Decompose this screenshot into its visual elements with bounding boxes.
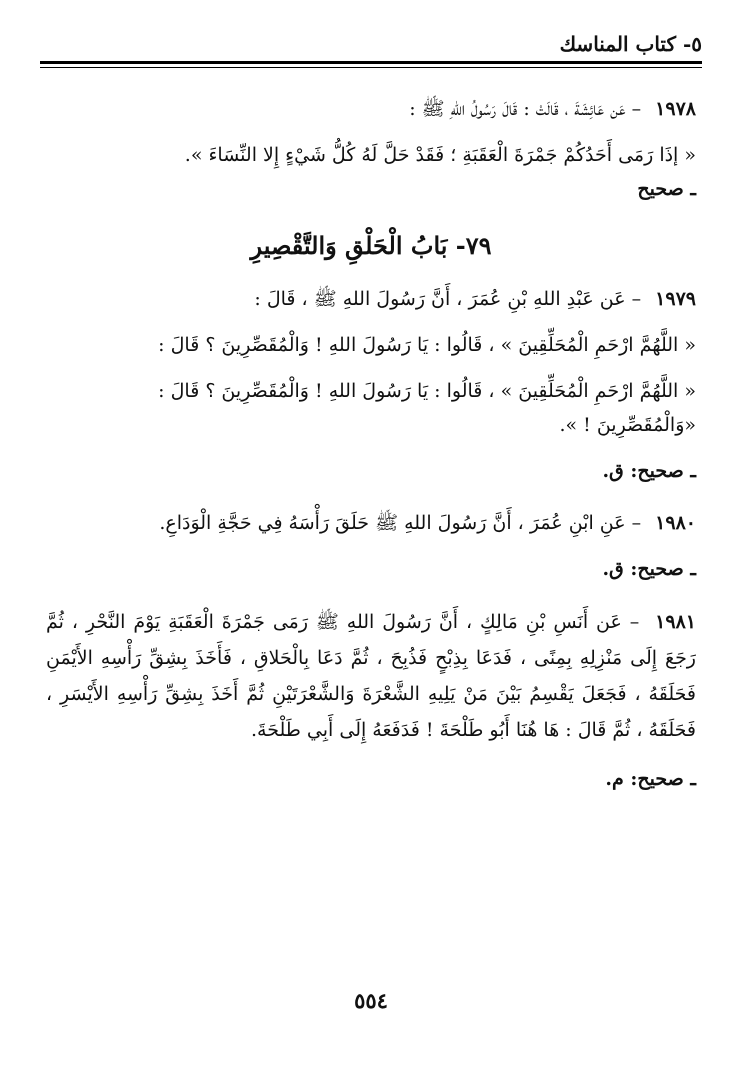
- header-rule-thin: [40, 67, 702, 68]
- running-header: [40, 18, 702, 60]
- hadith-1978-line-1: [46, 92, 696, 126]
- header-rule-thick: [40, 61, 702, 64]
- page-number: ٥٥٤: [354, 988, 388, 1013]
- book-section-title: ٥- كتاب المناسك: [559, 32, 702, 56]
- hadith-1979-grade: ـ صحيح: ق.: [602, 460, 696, 482]
- hadith-text: – عَن عَائِشَةَ ، قَالَتْ : قَالَ رَسُولُ اللهِ ﷺ :: [409, 98, 642, 120]
- hadith-text: – عَن عَبْدِ اللهِ بْنِ عُمَرَ ، أَنَّ رَسُولَ اللهِ ﷺ ، قَالَ :: [254, 288, 642, 310]
- hadith-number: ١٩٧٨: [655, 98, 696, 120]
- hadith-1981-grade: ـ صحيح: م.: [605, 768, 696, 790]
- hadith-number: ١٩٨١: [655, 611, 696, 633]
- hadith-1978-grade: ـ صحيح: [637, 178, 696, 200]
- chapter-heading: ٧٩- بَابُ الْحَلْقِ وَالتَّقْصِيرِ: [250, 231, 492, 260]
- hadith-1979-line-2: « اللَّهُمَّ ارْحَمِ الْمُحَلِّقِينَ » ، قَالُوا : يَا رَسُولَ اللهِ ! وَالْمُقَصِّرِينَ ؟ قَالَ :: [158, 334, 696, 356]
- hadith-number: ١٩٨٠: [655, 512, 696, 534]
- hadith-1981-paragraph: [46, 604, 696, 748]
- hadith-1980-line-1: [46, 506, 696, 540]
- hadith-text: – عَن أَنَسِ بْنِ مَالِكٍ ، أَنَّ رَسُولَ اللهِ ﷺ رَمَى جَمْرَةَ الْعَقَبَةِ يَوْمَ النَّحْرِ ، ثُمَّ رَجَعَ إِلَى مَنْزِلِهِ بِمِنًى ، فَدَعَا بِذِبْحٍ فَذُبِحَ ، ثُمَّ دَعَا بِالْحَلاقِ ، فَأَخَذَ بِشِقِّ رَأْسِهِ الأَيْمَنِ فَحَلَقَهُ ، فَجَعَلَ يَقْسِمُ بَيْنَ مَنْ يَلِيهِ الشَّعْرَةَ وَالشَّعْرَتَيْنِ ثُمَّ أَخَذَ بِشِقِّ رَأْسِهِ الأَيْسَرِ ، فَحَلَقَهُ ، ثُمَّ قَالَ : هَا هُنَا أَبُو طَلْحَةَ ! فَدَفَعَهُ إِلَى أَبِي طَلْحَةَ.: [46, 611, 696, 741]
- hadith-1978-line-2: « إذَا رَمَى أَحَدُكُمْ جَمْرَةَ الْعَقَبَةِ ؛ فَقَدْ حَلَّ لَهُ كُلُّ شَيْءٍ إِلا النِّسَاءَ ».: [184, 144, 696, 166]
- hadith-1979-line-3: « اللَّهُمَّ ارْحَمِ الْمُحَلِّقِينَ » ، قَالُوا : يَا رَسُولَ اللهِ ! وَالْمُقَصِّرِينَ ؟ قَالَ :: [158, 380, 696, 402]
- hadith-text: – عَنِ ابْنِ عُمَرَ ، أَنَّ رَسُولَ اللهِ ﷺ حَلَقَ رَأْسَهُ فِي حَجَّةِ الْوَدَاعِ.: [159, 512, 642, 534]
- hadith-1979-line-1: [46, 282, 696, 316]
- hadith-number: ١٩٧٩: [655, 288, 696, 310]
- page-content: [46, 92, 696, 814]
- hadith-1980-grade: ـ صحيح: ق.: [602, 558, 696, 580]
- hadith-1979-line-4: «وَالْمُقَصِّرِينَ ! ».: [559, 414, 696, 436]
